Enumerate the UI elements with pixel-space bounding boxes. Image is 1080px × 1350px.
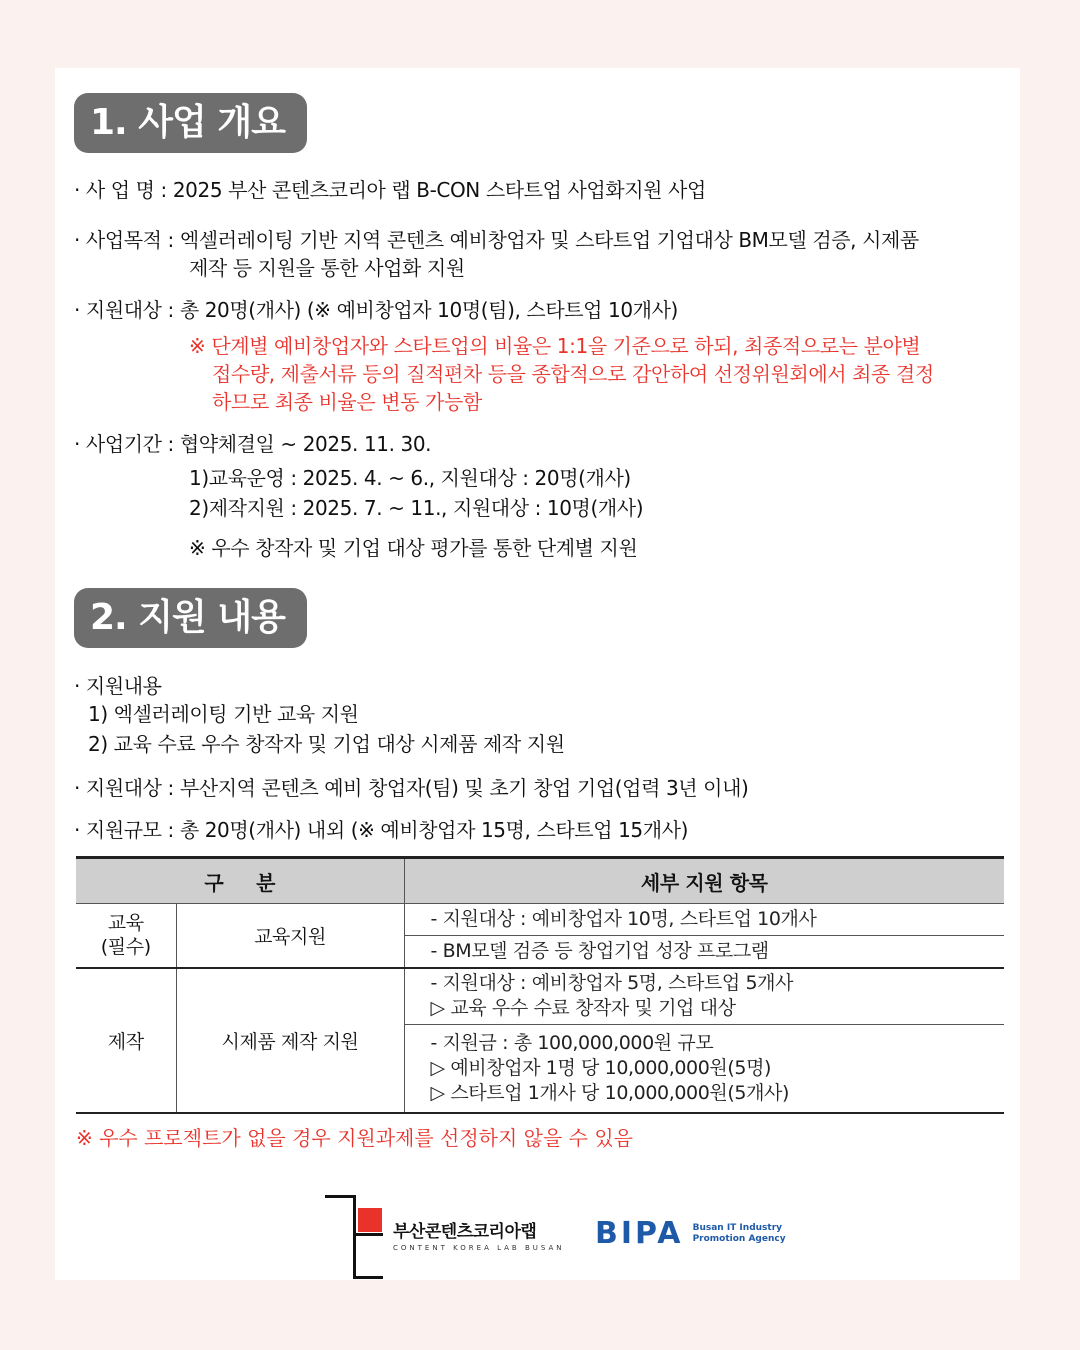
support-target-value: 총 20명(개사) (※ 예비창업자 10명(팀), 스타트업 10개사): [179, 298, 678, 322]
detail-cell: [404, 1025, 1004, 1113]
bipa-sub-line1: Busan IT Industry: [692, 1222, 783, 1233]
support-content-item-1: 1) 엑셀러레이팅 기반 교육 지원: [88, 702, 359, 726]
detail-cell: [404, 904, 1004, 936]
ratio-note-line1: ※ 단계별 예비창업자와 스타트업의 비율은 1:1을 기준으로 하되, 최종적으로는 분야별: [189, 334, 921, 358]
section2-title: 2. 지원 내용: [74, 588, 307, 648]
business-name-label: · 사 업 명 :: [74, 178, 167, 202]
detail-line: - 지원대상 : 예비창업자 10명, 스타트업 10개사: [430, 908, 817, 930]
support-content-item-2: 2) 교육 수료 우수 창작자 및 기업 대상 시제품 제작 지원: [88, 732, 565, 756]
footer-note: ※ 우수 프로젝트가 없을 경우 지원과제를 선정하지 않을 수 있음: [76, 1126, 633, 1150]
ratio-note-line3: 하므로 최종 비율은 변동 가능함: [212, 390, 482, 414]
business-period-label: · 사업기간 :: [74, 432, 174, 456]
row-group-education: 교육 (필수): [76, 904, 176, 968]
period-note: ※ 우수 창작자 및 기업 대상 평가를 통한 단계별 지원: [189, 536, 638, 560]
bipa-logo: [595, 1216, 786, 1251]
support-content-label: · 지원내용: [74, 674, 162, 698]
business-period-value: 협약체결일 ~ 2025. 11. 30.: [179, 432, 432, 456]
detail-line: - 지원대상 : 예비창업자 5명, 스타트업 5개사: [430, 972, 794, 995]
business-purpose-value: 엑셀러레이팅 기반 지역 콘텐츠 예비창업자 및 스타트업 기업대상 BM모델 검증, 시제품: [179, 228, 919, 252]
detail-line: - 지원금 : 총 100,000,000원 규모: [430, 1031, 714, 1054]
period-phase1: 1)교육운영 : 2025. 4. ~ 6., 지원대상 : 20명(개사): [189, 466, 631, 490]
cklb-korean-name: 부산콘텐츠코리아랩: [393, 1222, 537, 1242]
business-purpose-row: [74, 226, 919, 254]
row-group-production: 제작: [76, 968, 176, 1113]
table-header-row: [76, 858, 1004, 904]
cklb-english-name: CONTENT KOREA LAB BUSAN: [393, 1244, 565, 1252]
detail-line: ▷ 예비창업자 1명 당 10,000,000원(5명): [430, 1056, 772, 1079]
bipa-sub-line2: Promotion Agency: [692, 1233, 786, 1244]
business-purpose-label: · 사업목적 :: [74, 228, 174, 252]
business-purpose-cont: 제작 등 지원을 통한 사업화 지원: [189, 256, 465, 280]
business-period-row: [74, 430, 431, 458]
business-name-row: [74, 176, 706, 204]
support-table: [76, 856, 1004, 1114]
business-name-value: 2025 부산 콘텐츠코리아 랩 B-CON 스타트업 사업화지원 사업: [172, 178, 706, 202]
table-row: [76, 968, 1004, 1025]
support-target-2: · 지원대상 : 부산지역 콘텐츠 예비 창업자(팀) 및 초기 창업 기업(업력 3년 이내): [74, 776, 749, 800]
row-name-education: 교육지원: [176, 904, 404, 968]
header-category: 구 분: [76, 858, 404, 904]
detail-line: - BM모델 검증 등 창업기업 성장 프로그램: [430, 939, 769, 962]
notice-card: [55, 68, 1020, 1280]
section1-title: 1. 사업 개요: [74, 93, 307, 153]
bipa-wordmark: BIPA: [595, 1216, 684, 1251]
support-target-label: · 지원대상 :: [74, 298, 174, 322]
header-detail: 세부 지원 항목: [404, 858, 1004, 904]
detail-line: ▷ 스타트업 1개사 당 10,000,000원(5개사): [430, 1081, 789, 1104]
support-target-row: [74, 296, 678, 324]
cklb-mark-icon: [325, 1193, 385, 1283]
detail-cell: [404, 968, 1004, 1025]
support-scale: · 지원규모 : 총 20명(개사) 내외 (※ 예비창업자 15명, 스타트업 15개사): [74, 818, 688, 842]
table-row: [76, 904, 1004, 936]
row-name-production: 시제품 제작 지원: [176, 968, 404, 1113]
detail-cell: [404, 936, 1004, 968]
detail-line: ▷ 교육 우수 수료 창작자 및 기업 대상: [430, 997, 736, 1020]
period-phase2: 2)제작지원 : 2025. 7. ~ 11., 지원대상 : 10명(개사): [189, 496, 644, 520]
ratio-note-line2: 접수량, 제출서류 등의 질적편차 등을 종합적으로 감안하여 선정위원회에서 최종 결정: [212, 362, 934, 386]
